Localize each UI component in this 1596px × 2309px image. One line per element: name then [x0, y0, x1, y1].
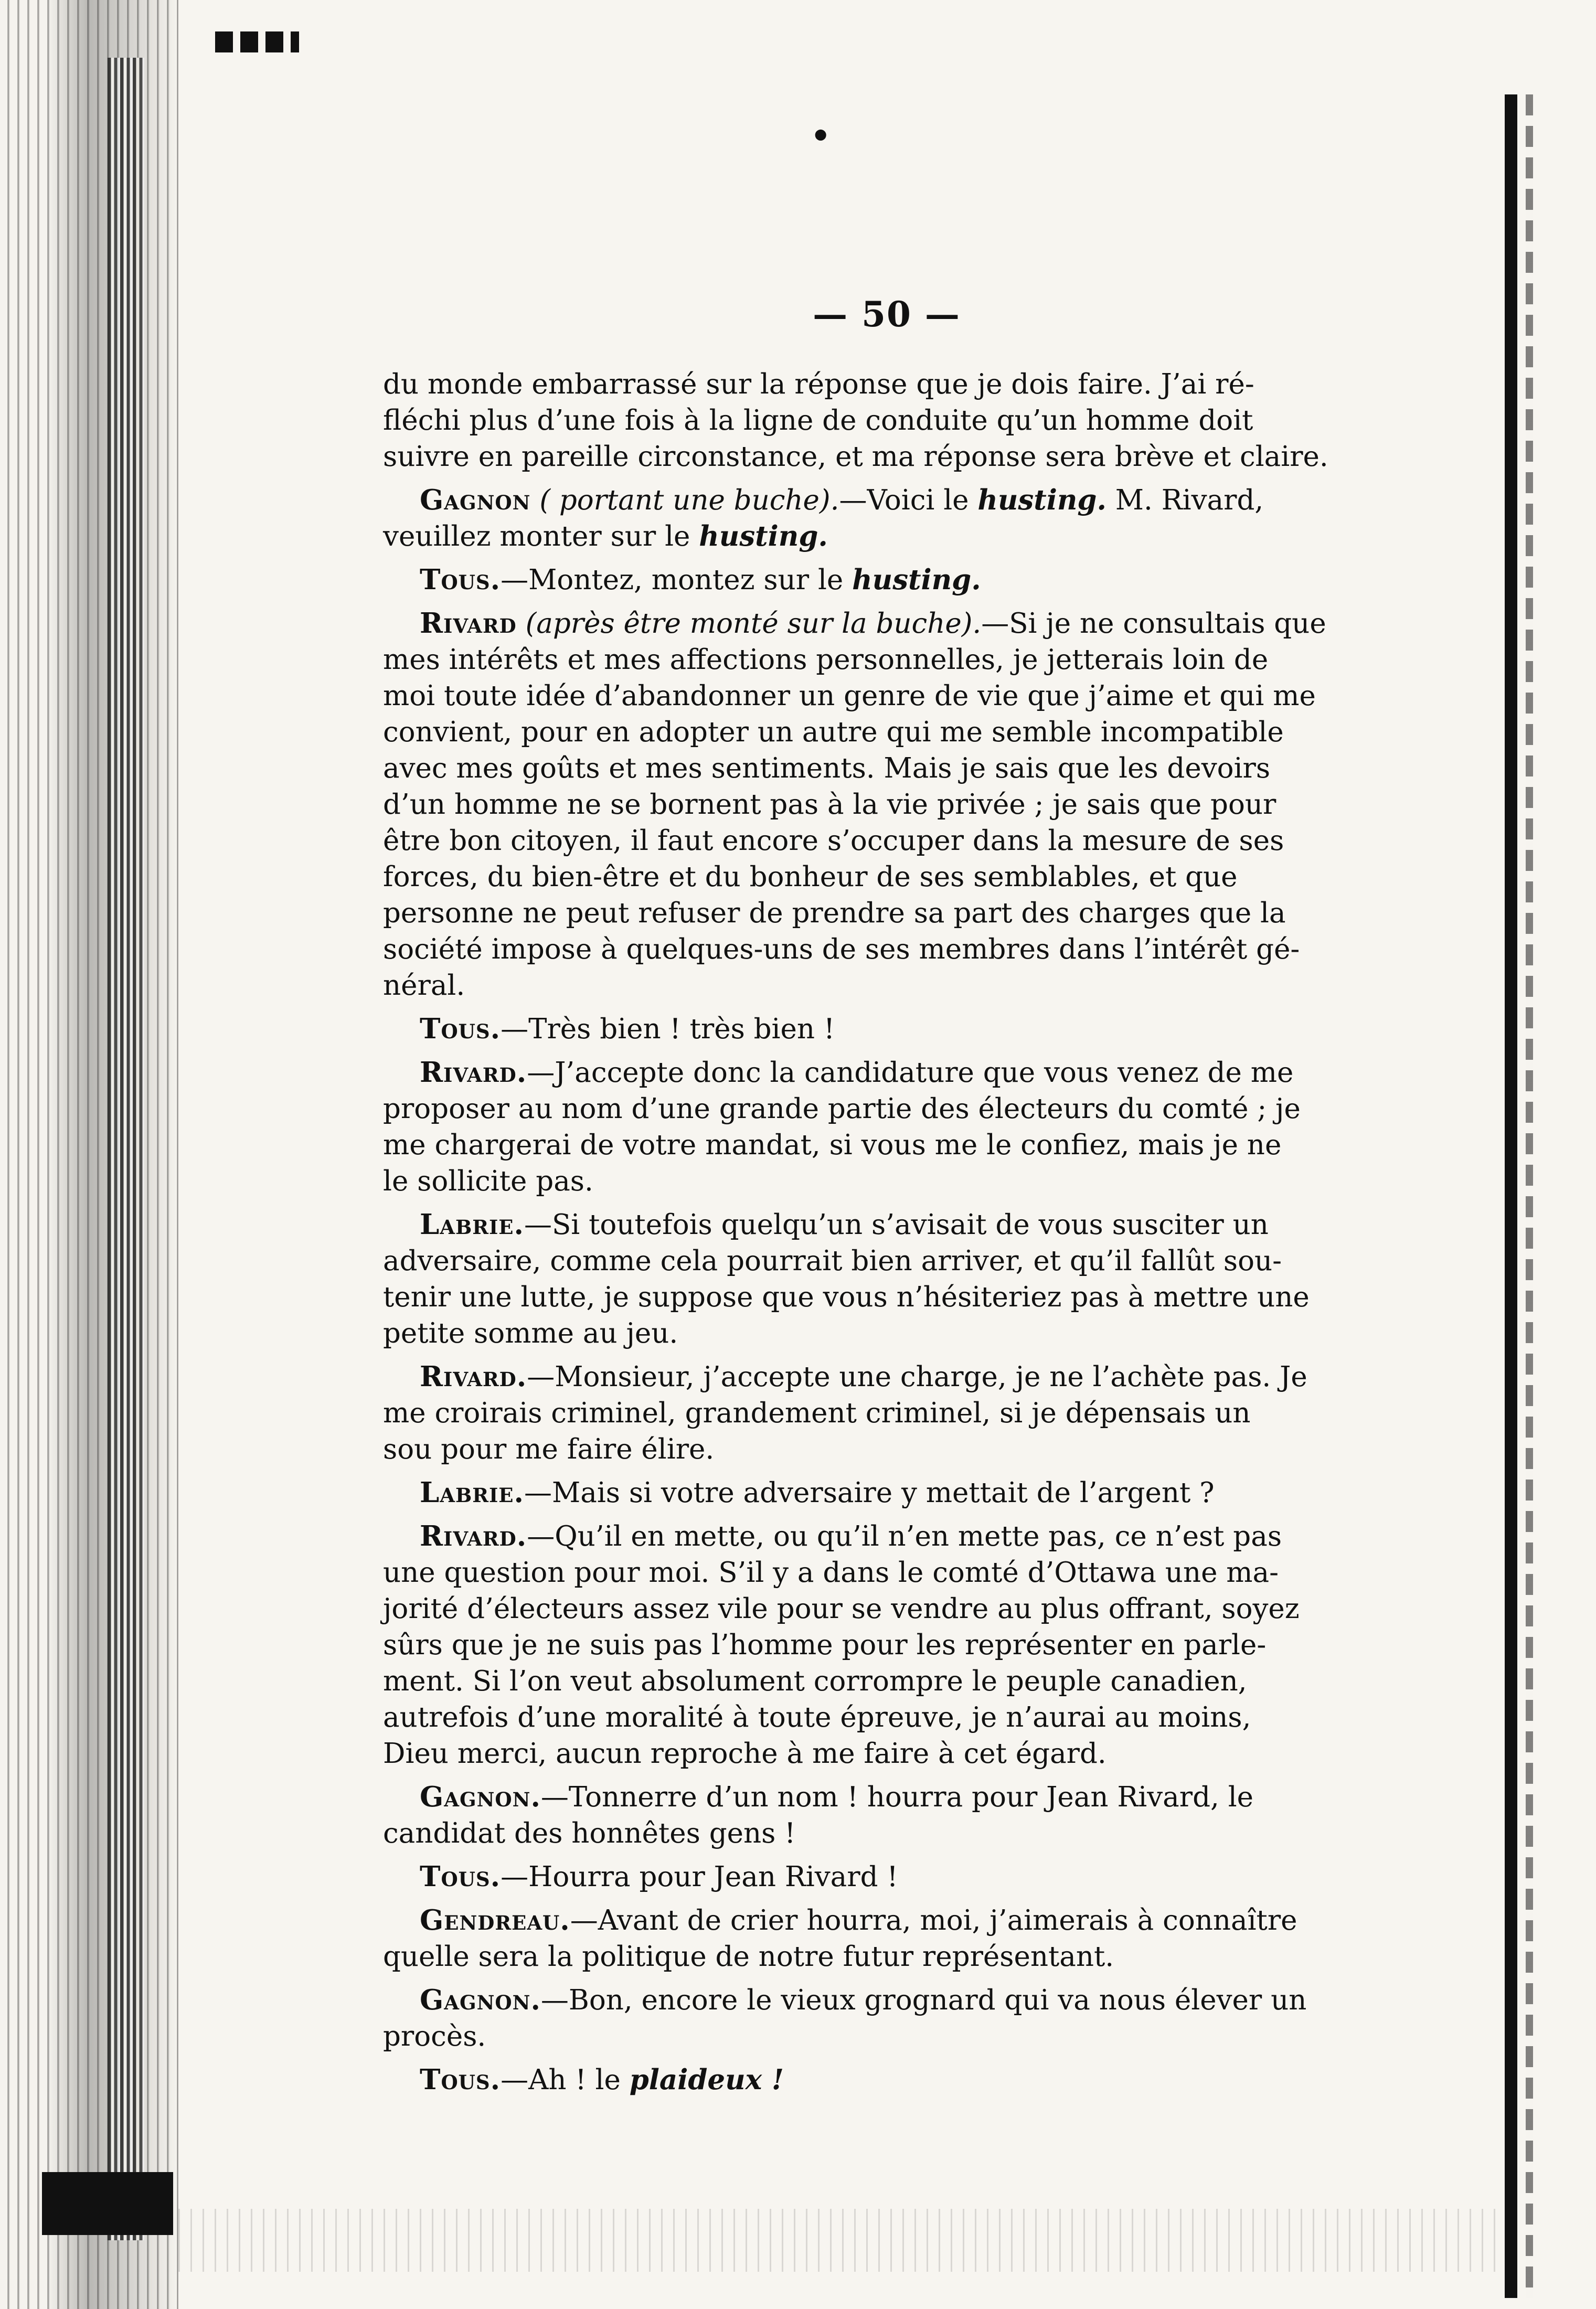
text-line [383, 1902, 1390, 1939]
text-line: quelle sera la politique de notre futur représentant. [383, 1941, 1114, 1973]
scan-dark-corner [42, 2172, 173, 2235]
text-line: autrefois d’une moralité à toute épreuve, je n’aurai au moins, [383, 1701, 1251, 1733]
speaker-name: Gagnon. [420, 1984, 541, 2016]
speaker-name: Labrie. [420, 1208, 524, 1241]
text-line: suivre en pareille circonstance, et ma réponse sera brève et claire. [383, 441, 1328, 473]
text-line: fléchi plus d’une fois à la ligne de conduite qu’un homme doit [383, 405, 1253, 437]
text-line: mes intérêts et mes affections personnelles, je jetterais loin de [383, 644, 1269, 676]
italic-term: husting. [977, 484, 1106, 516]
dialogue-labrie [383, 1207, 1390, 1352]
dialogue-text: —Montez, montez sur le [501, 564, 853, 596]
dialogue-rivard [383, 1055, 1390, 1199]
dialogue-tous [383, 1011, 1390, 1047]
dialogue-text: —Monsieur, j’accepte une charge, je ne l’achète pas. Je [527, 1361, 1307, 1393]
dialogue-gagnon [383, 1779, 1390, 1852]
text-line: forces, du bien-être et du bonheur de ses semblables, et que [383, 861, 1238, 893]
text-line: tenir une lutte, je suppose que vous n’hésiteriez pas à mettre une [383, 1281, 1310, 1313]
scan-edge-right-shadow [1526, 94, 1533, 2298]
text-line: du monde embarrassé sur la réponse que je dois faire. J’ai ré- [383, 368, 1254, 400]
dialogue-text: M. Rivard, [1106, 484, 1264, 516]
text-line [383, 1207, 1390, 1243]
speaker-name: Rivard. [420, 1360, 527, 1393]
dialogue-text: —Très bien ! très bien ! [501, 1013, 835, 1045]
speaker-name: Rivard. [420, 1520, 527, 1552]
text-line: moi toute idée d’abandonner un genre de vie que j’aime et qui me [383, 680, 1316, 712]
dialogue-text: —Si je ne consultais que [981, 608, 1326, 640]
stage-direction: ( portant une buche). [539, 484, 839, 516]
speaker-name: Gagnon [420, 484, 531, 516]
text-line: une question pour moi. S’il y a dans le comté d’Ottawa une ma- [383, 1557, 1279, 1589]
text-line: ment. Si l’on veut absolument corrompre le peuple canadien, [383, 1665, 1247, 1697]
text-line: Dieu merci, aucun reproche à me faire à cet égard. [383, 1738, 1106, 1770]
speaker-name: Rivard [420, 607, 517, 640]
page-number: — 50 — [813, 294, 961, 335]
dialogue-text: —Ah ! le [501, 2064, 630, 2096]
scan-edge-left [0, 0, 178, 2309]
speaker-name: Gendreau. [420, 1904, 570, 1936]
text-line: le sollicite pas. [383, 1165, 593, 1197]
dialogue-text: veuillez monter sur le [383, 520, 699, 552]
text-line: candidat des honnêtes gens ! [383, 1817, 796, 1849]
dialogue-tous [383, 562, 1390, 598]
text-line: procès. [383, 2020, 486, 2052]
scan-binding-shadow [108, 58, 144, 2240]
dialogue-text: —Bon, encore le vieux grognard qui va nous élever un [540, 1984, 1307, 2016]
text-line [383, 1779, 1390, 1815]
text-line [383, 1859, 1390, 1895]
speaker-name: Tous. [420, 1860, 501, 1893]
text-line: néral. [383, 970, 465, 1002]
text-line [383, 605, 1390, 642]
text-line [383, 1359, 1390, 1395]
text-line: être bon citoyen, il faut encore s’occuper dans la mesure de ses [383, 825, 1284, 857]
page-body [383, 294, 1390, 2105]
dialogue-text: —Voici le [839, 484, 978, 516]
text-line [383, 1011, 1390, 1047]
dialogue-tous [383, 2062, 1390, 2098]
text-line: d’un homme ne se bornent pas à la vie privée ; je sais que pour [383, 789, 1276, 821]
italic-term: husting. [852, 563, 981, 596]
dialogue-text: —Hourra pour Jean Rivard ! [501, 1861, 898, 1893]
dialogue-labrie [383, 1475, 1390, 1511]
dialogue-text: —Qu’il en mette, ou qu’il n’en mette pas, ce n’est pas [527, 1520, 1282, 1552]
text-line: convient, pour en adopter un autre qui me semble incompatible [383, 716, 1284, 748]
dialogue-tous [383, 1859, 1390, 1895]
text-line [383, 1518, 1390, 1555]
speaker-name: Rivard. [420, 1056, 527, 1089]
paragraph-continuation [383, 366, 1390, 475]
speaker-name: Tous. [420, 2063, 501, 2096]
text-line: personne ne peut refuser de prendre sa part des charges que la [383, 897, 1286, 929]
dialogue-text: —Avant de crier hourra, moi, j’aimerais à connaître [570, 1904, 1297, 1936]
text-line: petite somme au jeu. [383, 1317, 678, 1349]
scan-edge-right [1505, 94, 1517, 2298]
text-line: adversaire, comme cela pourrait bien arriver, et qu’il fallût sou- [383, 1245, 1282, 1277]
dialogue-rivard [383, 1518, 1390, 1772]
text-line: sou pour me faire élire. [383, 1433, 715, 1465]
speaker-name: Tous. [420, 563, 501, 596]
text-line [383, 1982, 1390, 2018]
dialogue-gagnon [383, 1982, 1390, 2055]
top-mark: • [811, 118, 831, 155]
stage-direction: (après être monté sur la buche). [525, 608, 982, 640]
speaker-name: Tous. [420, 1013, 501, 1045]
italic-term: husting. [699, 520, 828, 552]
speaker-name: Labrie. [420, 1476, 524, 1509]
dialogue-rivard [383, 1359, 1390, 1467]
dialogue-text: —J’accepte donc la candidature que vous venez de me [527, 1057, 1294, 1089]
dialogue-rivard [383, 605, 1390, 1004]
text-line [383, 562, 1390, 598]
text-line [383, 2062, 1390, 2098]
scan-registration-marks [215, 31, 299, 52]
text-line: société impose à quelques-uns de ses membres dans l’intérêt gé- [383, 933, 1300, 965]
text-line: avec mes goûts et mes sentiments. Mais je sais que les devoirs [383, 752, 1271, 784]
text-line: me chargerai de votre mandat, si vous me le confiez, mais je ne [383, 1129, 1282, 1161]
scan-bottom-noise [178, 2209, 1502, 2272]
text-line: me croirais criminel, grandement criminel, si je dépensais un [383, 1397, 1251, 1429]
dialogue-gendreau [383, 1902, 1390, 1975]
dialogue-gagnon [383, 482, 1390, 555]
dialogue-text: —Tonnerre d’un nom ! hourra pour Jean Rivard, le [540, 1781, 1254, 1813]
speaker-name: Gagnon. [420, 1781, 541, 1813]
dialogue-text: —Mais si votre adversaire y mettait de l’argent ? [524, 1477, 1215, 1509]
text-line [383, 518, 1390, 555]
text-line [383, 482, 1390, 518]
dialogue-text: —Si toutefois quelqu’un s’avisait de vous susciter un [524, 1209, 1269, 1241]
text-line [383, 1475, 1390, 1511]
text-line: jorité d’électeurs assez vile pour se vendre au plus offrant, soyez [383, 1593, 1300, 1625]
text-line: proposer au nom d’une grande partie des électeurs du comté ; je [383, 1093, 1301, 1125]
text-line [383, 1055, 1390, 1091]
italic-term: plaideux ! [629, 2063, 784, 2096]
text-line: sûrs que je ne suis pas l’homme pour les représenter en parle- [383, 1629, 1267, 1661]
